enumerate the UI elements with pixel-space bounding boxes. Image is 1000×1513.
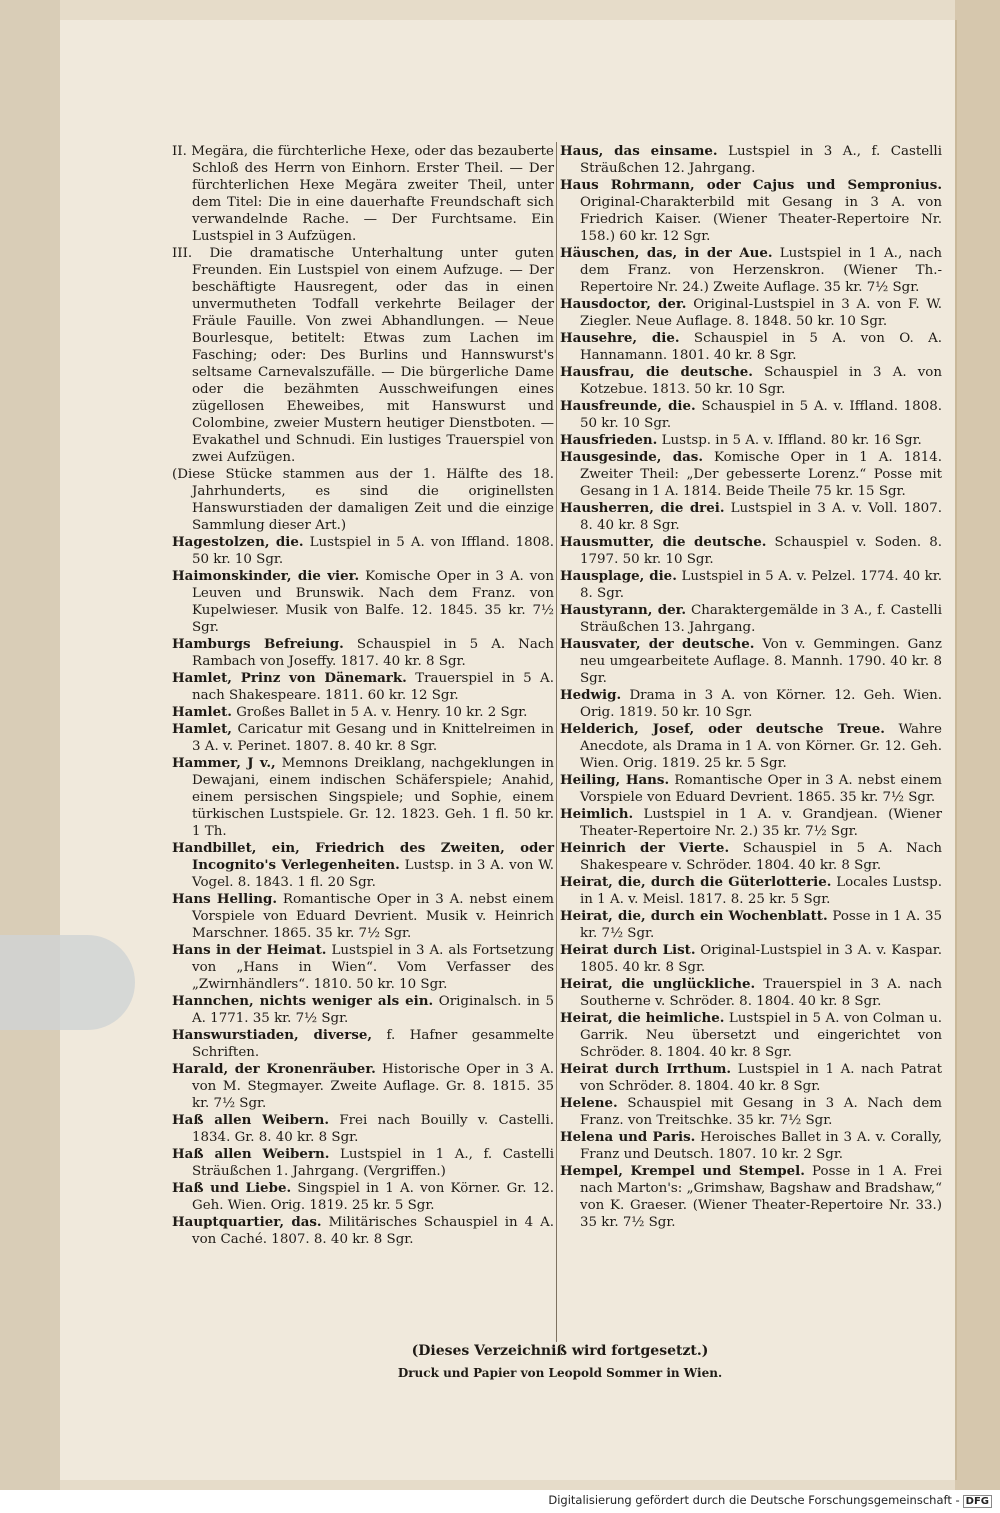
catalog-entry bbox=[560, 177, 942, 245]
entry-title: Heirat, die heimliche. bbox=[560, 1010, 725, 1026]
entry-text: Schauspiel mit Gesang in 3 A. Nach dem Franz. von Treitschke. 35 kr. 7½ Sgr. bbox=[580, 1096, 942, 1128]
catalog-entry bbox=[172, 755, 554, 840]
entry-text: Charaktergemälde in 3 A., f. Castelli Sträußchen 13. Jahrgang. bbox=[580, 603, 942, 635]
catalog-entry bbox=[560, 449, 942, 500]
catalog-entry bbox=[560, 534, 942, 568]
entry-text: Schauspiel in 5 A. Nach Rambach von Joseffy. 1817. 40 kr. 8 Sgr. bbox=[192, 637, 554, 669]
entry-title: Haß allen Weibern. bbox=[172, 1112, 329, 1128]
entry-title: Hausfreunde, die. bbox=[560, 398, 696, 414]
entry-title: Heirat, die, durch die Güterlotterie. bbox=[560, 874, 832, 890]
catalog-entry bbox=[172, 1027, 554, 1061]
entry-title: Hausvater, der deutsche. bbox=[560, 636, 755, 652]
catalog-entry bbox=[560, 432, 942, 449]
catalog-entry bbox=[560, 398, 942, 432]
entry-title: Handbillet, ein, Friedrich des Zweiten, oder Incognito's Verlegenheiten. bbox=[172, 840, 554, 873]
entry-title: Hausgesinde, das. bbox=[560, 449, 704, 465]
entry-title: Heinrich der Vierte. bbox=[560, 840, 730, 856]
catalog-entry bbox=[560, 942, 942, 976]
catalog-entry bbox=[172, 721, 554, 755]
entry-text: II. Megära, die fürchterliche Hexe, oder das bezauberte Schloß des Herrn von Einhorn. Erster Theil. — Der fürchterlichen Hexe Megära zweiter Theil, unter dem Titel: Die in eine dauerhafte Freundschaft sich verwandelnde Rache. — Der Furchtsame. Ein Lustspiel in 3 Aufzügen. bbox=[172, 144, 554, 244]
entry-title: Heirat durch List. bbox=[560, 942, 696, 958]
catalog-entry bbox=[560, 1061, 942, 1095]
entry-text: Schauspiel in 5 A. Nach Shakespeare v. Schröder. 1804. 40 kr. 8 Sgr. bbox=[580, 841, 942, 873]
entry-title: Heimlich. bbox=[560, 806, 634, 822]
catalog-entry bbox=[172, 466, 554, 534]
entry-text: Lustspiel in 1 A. nach Patrat von Schröder. 8. 1804. 40 kr. 8 Sgr. bbox=[580, 1062, 943, 1094]
catalog-entry bbox=[172, 840, 554, 891]
entry-text: Lustspiel in 1 A. v. Grandjean. (Wiener Theater-Repertoire Nr. 2.) 35 kr. 7½ Sgr. bbox=[580, 807, 943, 839]
entry-text: Lustspiel in 5 A. v. Pelzel. 1774. 40 kr. 8. Sgr. bbox=[580, 569, 942, 601]
catalog-entry bbox=[560, 1163, 942, 1231]
entry-text: Caricatur mit Gesang und in Knittelreimen in 3 A. v. Perinet. 1807. 8. 40 kr. 8 Sgr. bbox=[192, 722, 554, 754]
entry-text: Komische Oper in 3 A. von Leuven und Brunswik. Nach dem Franz. von Kupelwieser. Musik von Balfe. 12. 1845. 35 kr. 7½ Sgr. bbox=[192, 569, 554, 635]
entry-text: Original-Lustspiel in 3 A. v. Kaspar. 1805. 40 kr. 8 Sgr. bbox=[580, 943, 942, 975]
continuation-note: (Dieses Verzeichniß wird fortgesetzt.) bbox=[411, 1343, 709, 1359]
entry-text: Schauspiel in 3 A. von Kotzebue. 1813. 50 kr. 10 Sgr. bbox=[580, 365, 942, 397]
entry-title: Hausfrau, die deutsche. bbox=[560, 364, 753, 380]
catalog-entry bbox=[560, 1129, 942, 1163]
entry-text: Posse in 1 A. 35 kr. 7½ Sgr. bbox=[580, 909, 942, 941]
entry-text: Schauspiel in 5 A. von O. A. Hannamann. 1801. 40 kr. 8 Sgr. bbox=[580, 331, 943, 363]
catalog-entry bbox=[560, 721, 942, 772]
entry-text: Schauspiel v. Soden. 8. 1797. 50 kr. 10 Sgr. bbox=[580, 535, 942, 567]
entry-text: Lustspiel in 5 A. von Colman u. Garrik. Neu übersetzt und eingerichtet von Schröder. 8. 1804. 40 kr. 8 Sgr. bbox=[580, 1011, 943, 1060]
entry-title: Hausmutter, die deutsche. bbox=[560, 534, 767, 550]
entry-text: Lustspiel in 3 A., f. Castelli Sträußchen 12. Jahrgang. bbox=[580, 144, 942, 176]
dfg-notice-text: Digitalisierung gefördert durch die Deutsche Forschungsgemeinschaft - bbox=[548, 1493, 960, 1507]
entry-title: Haus Rohrmann, oder Cajus und Sempronius. bbox=[560, 177, 942, 193]
entry-text: Singspiel in 1 A. von Körner. Gr. 12. Geh. Wien. Orig. 1819. 25 kr. 5 Sgr. bbox=[192, 1181, 554, 1213]
page-clip-tab bbox=[0, 935, 135, 1030]
entry-text: Originalsch. in 5 A. 1771. 35 kr. 7½ Sgr. bbox=[192, 994, 554, 1026]
entry-title: Hamlet. bbox=[172, 704, 232, 720]
catalog-entry bbox=[172, 1146, 554, 1180]
dfg-logo: DFG bbox=[963, 1495, 992, 1508]
entry-text: Von v. Gemmingen. Ganz neu umgearbeitete Auflage. 8. Mannh. 1790. 40 kr. 8 Sgr. bbox=[580, 637, 942, 686]
catalog-entry bbox=[172, 942, 554, 993]
entry-title: Hannchen, nichts weniger als ein. bbox=[172, 993, 434, 1009]
entry-title: Hauptquartier, das. bbox=[172, 1214, 322, 1230]
catalog-entry bbox=[172, 568, 554, 636]
entry-text: Lustsp. in 3 A. von W. Vogel. 8. 1843. 1 fl. 20 Sgr. bbox=[192, 858, 554, 890]
entry-title: Harald, der Kronenräuber. bbox=[172, 1061, 376, 1077]
entry-title: Hanswurstiaden, diverse, bbox=[172, 1027, 373, 1043]
entry-text: Lustspiel in 5 A. von Iffland. 1808. 50 kr. 10 Sgr. bbox=[192, 535, 554, 567]
entry-text: Heroisches Ballet in 3 A. v. Corally, Franz und Deutsch. 1807. 10 kr. 2 Sgr. bbox=[580, 1130, 942, 1162]
entry-title: Hempel, Krempel und Stempel. bbox=[560, 1163, 805, 1179]
entry-title: Hamburgs Befreiung. bbox=[172, 636, 344, 652]
catalog-entry bbox=[560, 296, 942, 330]
entry-title: Hausherren, die drei. bbox=[560, 500, 725, 516]
catalog-entry bbox=[172, 670, 554, 704]
entry-text: Romantische Oper in 3 A. nebst einem Vorspiele von Eduard Devrient. 1865. 35 kr. 7½ Sgr. bbox=[580, 773, 942, 805]
entry-text: Lustsp. in 5 A. v. Iffland. 80 kr. 16 Sgr. bbox=[661, 433, 922, 448]
catalog-entry bbox=[560, 976, 942, 1010]
entry-title: Haustyrann, der. bbox=[560, 602, 687, 618]
entry-title: Hausfrieden. bbox=[560, 432, 658, 448]
entry-text: Großes Ballet in 5 A. v. Henry. 10 kr. 2 Sgr. bbox=[236, 705, 528, 720]
entry-text: III. Die dramatische Unterhaltung unter guten Freunden. Ein Lustspiel von einem Aufzuge. — Der beschäftigte Hausregent, oder das in einen unvermutheten Todfall verkehrte Beilager der Fräule Fauille. Von zwei Abhandlungen. — Neue Bourlesque, betitelt: Etwas zum Lachen im Fasching; oder: Des Burlins und Hannswurst's seltsame Carnevalszufälle. — Die bürgerliche Dame oder die bezähmten Ausschweifungen eines zügellosen Eheweibes, mit Hanswurst und Colombine, zweier Mustern heutiger Dienstboten. — Evakathel und Schnudi. Ein lustiges Trauerspiel von zwei Aufzügen. bbox=[172, 246, 554, 465]
entry-title: Häuschen, das, in der Aue. bbox=[560, 245, 773, 261]
catalog-entry bbox=[560, 636, 942, 687]
entry-title: Haß und Liebe. bbox=[172, 1180, 292, 1196]
catalog-entry bbox=[560, 874, 942, 908]
entry-title: Hamlet, bbox=[172, 721, 232, 737]
entry-text: Lustspiel in 1 A., nach dem Franz. von Herzenskron. (Wiener Th.-Repertoire Nr. 24.) Zweite Auflage. 35 kr. 7½ Sgr. bbox=[580, 246, 942, 295]
catalog-entry bbox=[172, 143, 554, 245]
catalog-entry bbox=[560, 806, 942, 840]
entry-title: Haß allen Weibern. bbox=[172, 1146, 330, 1162]
entry-text: Original-Lustspiel in 3 A. von F. W. Ziegler. Neue Auflage. 8. 1848. 50 kr. 10 Sgr. bbox=[580, 297, 942, 329]
entry-text: Lustspiel in 3 A. als Fortsetzung von „Hans in Wien“. Vom Verfasser des „Zwirnhändlers“. 1810. 50 kr. 10 Sgr. bbox=[192, 943, 554, 992]
entry-title: Helderich, Josef, oder deutsche Treue. bbox=[560, 721, 885, 737]
entry-title: Hausehre, die. bbox=[560, 330, 680, 346]
entry-title: Heiling, Hans. bbox=[560, 772, 670, 788]
entry-title: Heirat, die, durch ein Wochenblatt. bbox=[560, 908, 828, 924]
catalog-entry bbox=[560, 143, 942, 177]
entry-text: Trauerspiel in 3 A. nach Southerne v. Schröder. 8. 1804. 40 kr. 8 Sgr. bbox=[580, 977, 942, 1009]
entry-text: Romantische Oper in 3 A. nebst einem Vorspiele von Eduard Devrient. Musik v. Heinrich Marschner. 1865. 35 kr. 7½ Sgr. bbox=[192, 892, 554, 941]
left-column bbox=[172, 143, 554, 1248]
entry-title: Hans Helling. bbox=[172, 891, 278, 907]
entry-text: Trauerspiel in 5 A. nach Shakespeare. 1811. 60 kr. 12 Sgr. bbox=[192, 671, 554, 703]
catalog-entry bbox=[172, 534, 554, 568]
entry-text: Historische Oper in 3 A. von M. Stegmayer. Zweite Auflage. Gr. 8. 1815. 35 kr. 7½ Sgr. bbox=[192, 1062, 554, 1111]
entry-text: Locales Lustsp. in 1 A. v. Meisl. 1817. 8. 25 kr. 5 Sgr. bbox=[580, 875, 942, 907]
catalog-entry bbox=[172, 704, 554, 721]
entry-text: f. Hafner gesammelte Schriften. bbox=[192, 1028, 554, 1060]
entry-title: Helene. bbox=[560, 1095, 618, 1111]
entry-text: Schauspiel in 5 A. v. Iffland. 1808. 50 kr. 10 Sgr. bbox=[580, 399, 942, 431]
catalog-entry bbox=[560, 1010, 942, 1061]
catalog-entry bbox=[172, 636, 554, 670]
entry-title: Helena und Paris. bbox=[560, 1129, 696, 1145]
entry-title: Hans in der Heimat. bbox=[172, 942, 327, 958]
catalog-entry bbox=[172, 891, 554, 942]
printer-imprint: Druck und Papier von Leopold Sommer in Wien. bbox=[397, 1366, 723, 1380]
entry-text: Lustspiel in 3 A. v. Voll. 1807. 8. 40 kr. 8 Sgr. bbox=[580, 501, 942, 533]
entry-text: Militärisches Schauspiel in 4 A. von Caché. 1807. 8. 40 kr. 8 Sgr. bbox=[192, 1215, 554, 1247]
left-scan-margin bbox=[0, 0, 60, 1490]
dfg-notice bbox=[0, 1493, 992, 1508]
catalog-entry bbox=[172, 1214, 554, 1248]
catalog-entry bbox=[560, 840, 942, 874]
entry-text: Memnons Dreiklang, nachgeklungen in Dewajani, einem indischen Schäferspiele; Anahid, einem persischen Singspiele; und Sophie, einem türkischen Lustspiele. Gr. 12. 1823. Geh. 1 fl. 50 kr. 1 Th. bbox=[192, 756, 554, 839]
catalog-entry bbox=[560, 568, 942, 602]
entry-title: Heirat durch Irrthum. bbox=[560, 1061, 732, 1077]
entry-text: (Diese Stücke stammen aus der 1. Hälfte des 18. Jahrhunderts, es sind die originellsten Hanswurstiaden der damaligen Zeit und die einzige Sammlung dieser Art.) bbox=[172, 467, 554, 533]
entry-text: Wahre Anecdote, als Drama in 1 A. von Körner. Gr. 12. Geh. Wien. Orig. 1819. 25 kr. 5 Sgr. bbox=[580, 722, 942, 771]
catalog-entry bbox=[560, 364, 942, 398]
entry-title: Hausdoctor, der. bbox=[560, 296, 687, 312]
catalog-entry bbox=[560, 245, 942, 296]
entry-text: Posse in 1 A. Frei nach Marton's: „Grimshaw, Bagshaw and Bradshaw,“ von K. Graeser. (Wiener Theater-Repertoire Nr. 33.) 35 kr. 7½ Sgr. bbox=[580, 1164, 942, 1230]
entry-title: Hammer, J v., bbox=[172, 755, 276, 771]
right-scan-margin bbox=[955, 0, 1000, 1490]
catalog-entry bbox=[172, 1061, 554, 1112]
entry-title: Heirat, die unglückliche. bbox=[560, 976, 756, 992]
entry-title: Hagestolzen, die. bbox=[172, 534, 304, 550]
entry-text: Komische Oper in 1 A. 1814. Zweiter Theil: „Der gebesserte Lorenz.“ Posse mit Gesang in 1 A. 1814. Beide Theile 75 kr. 15 Sgr. bbox=[580, 450, 942, 499]
catalog-entry bbox=[560, 500, 942, 534]
entry-title: Hedwig. bbox=[560, 687, 622, 703]
catalog-entry bbox=[172, 993, 554, 1027]
entry-title: Hausplage, die. bbox=[560, 568, 677, 584]
entry-title: Haimonskinder, die vier. bbox=[172, 568, 360, 584]
entry-text: Lustspiel in 1 A., f. Castelli Sträußchen 1. Jahrgang. (Vergriffen.) bbox=[192, 1147, 554, 1179]
catalog-entry bbox=[172, 1180, 554, 1214]
entry-text: Drama in 3 A. von Körner. 12. Geh. Wien. Orig. 1819. 50 kr. 10 Sgr. bbox=[580, 688, 942, 720]
catalog-entry bbox=[560, 330, 942, 364]
catalog-entry bbox=[172, 1112, 554, 1146]
catalog-entry bbox=[172, 245, 554, 466]
catalog-entry bbox=[560, 602, 942, 636]
catalog-entry bbox=[560, 687, 942, 721]
catalog-entry bbox=[560, 772, 942, 806]
entry-title: Haus, das einsame. bbox=[560, 143, 718, 159]
column-divider bbox=[556, 142, 557, 1342]
right-column bbox=[560, 143, 942, 1231]
catalog-entry bbox=[560, 1095, 942, 1129]
entry-title: Hamlet, Prinz von Dänemark. bbox=[172, 670, 407, 686]
entry-text: Frei nach Bouilly v. Castelli. 1834. Gr. 8. 40 kr. 8 Sgr. bbox=[192, 1113, 554, 1145]
catalog-entry bbox=[560, 908, 942, 942]
entry-text: Original-Charakterbild mit Gesang in 3 A. von Friedrich Kaiser. (Wiener Theater-Repertoire Nr. 158.) 60 kr. 12 Sgr. bbox=[580, 195, 942, 244]
